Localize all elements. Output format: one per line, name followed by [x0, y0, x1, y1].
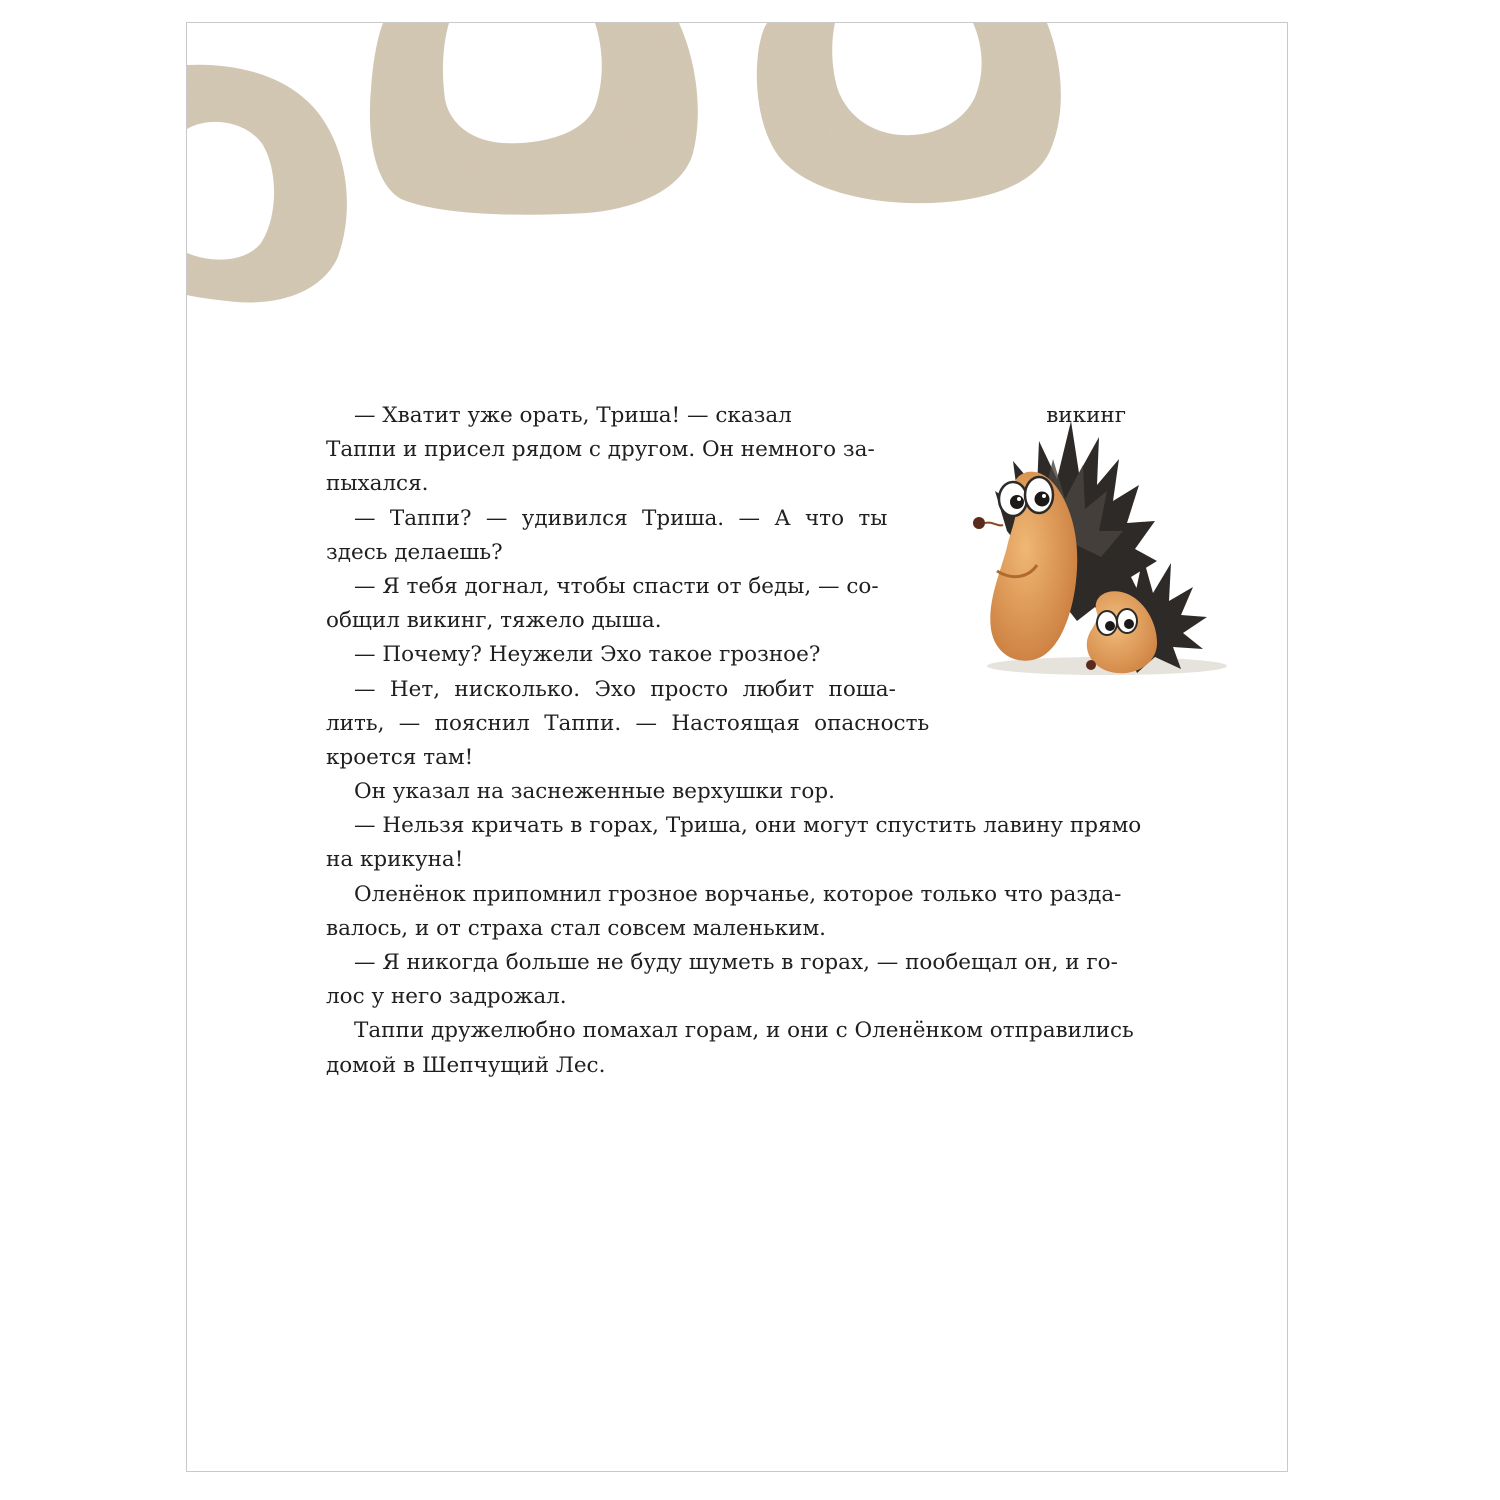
story-text	[326, 399, 1142, 1083]
letter-o-middle	[370, 23, 698, 215]
text-line-1: — Хватит уже орать, Триша! — сказал викинг	[354, 403, 1126, 428]
text-line-13: — Нельзя кричать в горах, Триша, они могут спустить лавину прямо	[354, 813, 1142, 839]
text-line-17: — Я никогда больше не буду шуметь в горах, — пообещал он, и го-	[354, 950, 1118, 975]
letter-o-right	[757, 23, 1061, 203]
text-line-9: — Нет, нисколько. Эхо просто любит поша-	[354, 676, 896, 702]
text-line-19: Таппи дружелюбно помахал горам, и они с Оленёнком отправились	[354, 1018, 1134, 1044]
text-line-11: кроется там!	[326, 744, 474, 770]
text-line-15: Оленёнок припомнил грозное ворчанье, которое только что разда-	[354, 881, 1122, 907]
book-page	[186, 22, 1288, 1472]
text-line-6: — Я тебя догнал, чтобы спасти от беды, — со-	[354, 573, 879, 599]
text-line-4: — Таппи? — удивился Триша. — А что ты	[354, 505, 888, 531]
text-line-7: общил викинг, тяжело дыша.	[326, 608, 662, 634]
text-line-3: пыхался.	[326, 471, 429, 497]
text-line-20: домой в Шепчущий Лес.	[326, 1052, 606, 1078]
stencil-letters-o-o-o	[187, 23, 1287, 323]
text-line-5: здесь делаешь?	[326, 539, 503, 565]
text-line-8: — Почему? Неужели Эхо такое грозное?	[354, 642, 821, 668]
text-line-2: Таппи и присел рядом с другом. Он немного за-	[326, 437, 875, 463]
text-line-18: лос у него задрожал.	[326, 984, 567, 1010]
text-line-10: лить, — пояснил Таппи. — Настоящая опасность	[326, 710, 930, 736]
text-line-12: Он указал на заснеженные верхушки гор.	[354, 779, 835, 805]
text-line-14: на крикуна!	[326, 847, 464, 873]
letter-o-left	[187, 65, 347, 303]
text-line-16: валось, и от страха стал совсем маленьким.	[326, 915, 827, 941]
